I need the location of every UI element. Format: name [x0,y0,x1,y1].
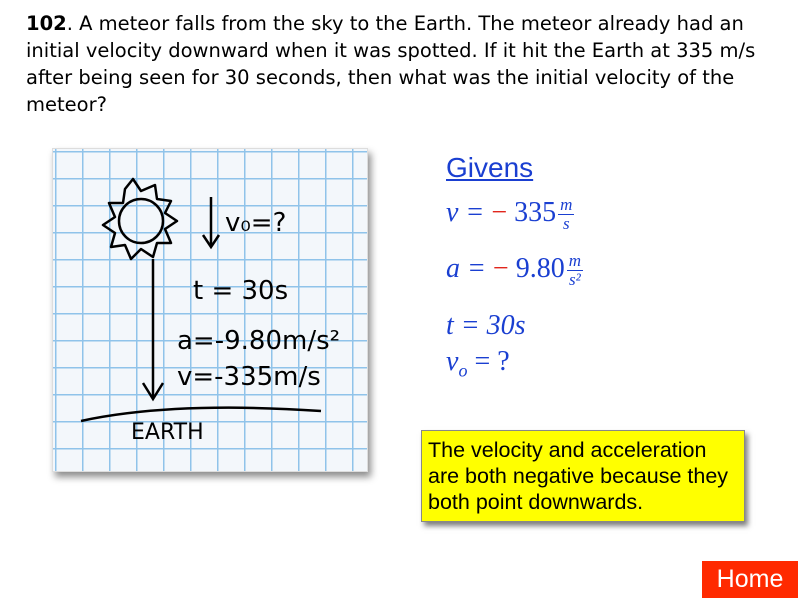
given-time: t = 30s [446,310,526,341]
problem-text: . A meteor falls from the sky to the Earth. The meteor already had an initial velocity downward when it was spotted. If it hit the Earth at 335 m/s after being seen for 30 seconds, then what was the initial velocity of the meteor? [26,12,756,116]
sketch-card [52,148,368,472]
initial-velocity-arrow [203,197,219,247]
sketch-earth: EARTH [131,420,204,445]
given-acceleration: a = − 9.80 $\frac{m}{\text{s²}}$ [446,251,581,289]
given-velocity: v = − 335 $\frac{m}{s}$ [446,195,573,233]
sketch-a: a=-9.80m/s² [177,326,341,356]
sketch-v: v=-335m/s [177,362,321,392]
explanation-note: The velocity and acceleration are both negative because they both point downwards. [421,430,745,522]
givens-title: Givens [446,152,534,183]
earth-line [81,408,321,421]
meteor-sketch [53,149,367,471]
given-initial-velocity: $v_o$ = ? [446,346,510,381]
sketch-t: t = 30s [193,276,289,306]
problem-statement [26,10,786,118]
meteor-icon [103,179,177,259]
sketch-v0: v₀=? [225,208,287,238]
problem-number: 102 [26,12,67,35]
fall-arrow [143,259,163,399]
home-button[interactable]: Home [702,561,798,598]
